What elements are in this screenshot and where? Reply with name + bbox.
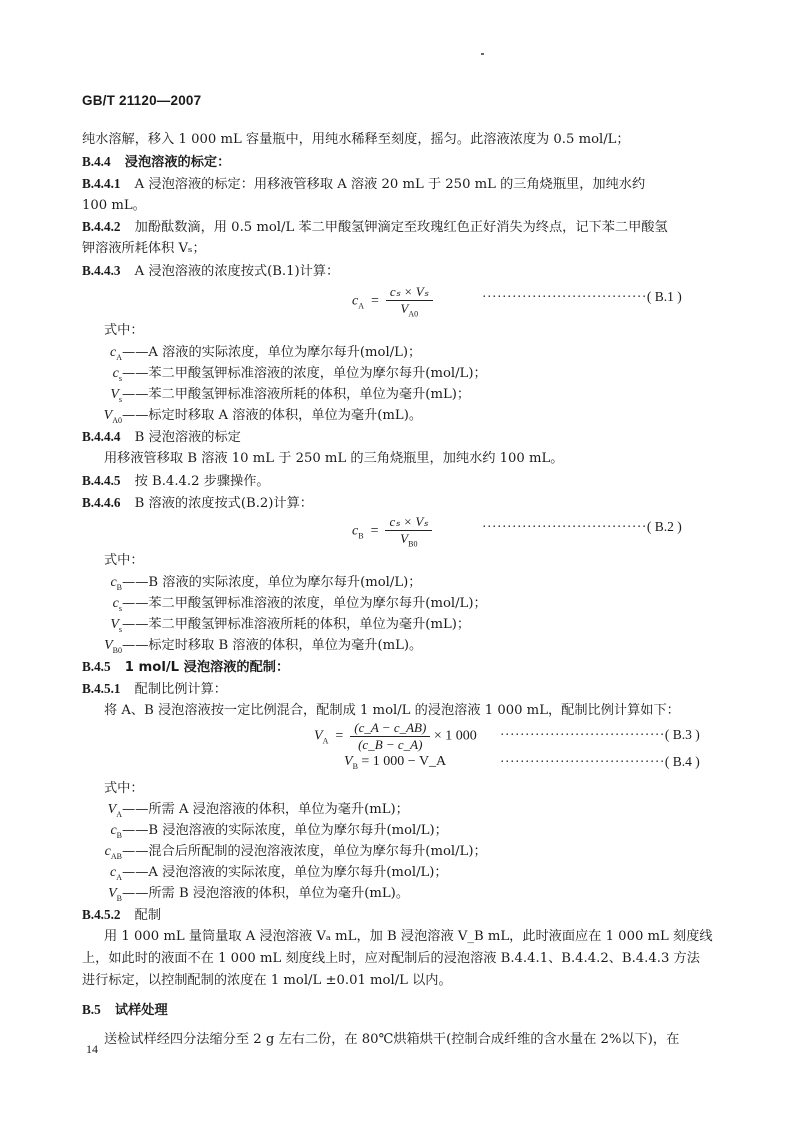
paragraph-line: 钾溶液所耗体积 Vₛ； — [82, 241, 206, 256]
section-heading-b444 — [82, 153, 230, 172]
symbol-subscript: A — [116, 809, 122, 819]
symbol-subscript: s — [118, 373, 122, 383]
equation-number: ( B.4 ) — [664, 754, 700, 769]
formula-lhs: c — [352, 523, 359, 539]
clause-b4451 — [82, 680, 227, 699]
symbol-letter: c — [110, 865, 117, 880]
definition-text: ——苯二甲酸氢钾标准溶液所耗的体积，单位为毫升(mL)； — [122, 387, 471, 402]
where-label: 式中： — [104, 323, 144, 338]
leader-dots: ································· — [482, 519, 647, 534]
where-label: 式中： — [104, 781, 144, 796]
paragraph-line: 纯水溶解，移入 1 000 mL 容量瓶中，用纯水稀释至刻度，摇匀。此溶液浓度为 0.5 mol/L； — [82, 132, 630, 147]
subscript: B0 — [408, 539, 418, 549]
paragraph-line: 上，如此时的液面不在 1 000 mL 刻度线上时，应对配制后的浸泡溶液 B.4.4.1、B.4.4.2、B.4.4.3 方法 — [82, 951, 700, 966]
clause-text: 按 B.4.4.2 步骤操作。 — [134, 474, 270, 489]
section-title: 1 mol/L 浸泡溶液的配制： — [124, 660, 290, 675]
formula-b4 — [344, 754, 446, 771]
definition-row — [82, 574, 421, 597]
definition-symbol — [82, 801, 122, 824]
subscript: A — [322, 736, 329, 746]
symbol-subscript: B0 — [112, 645, 122, 655]
definition-row — [82, 386, 470, 409]
definition-row — [82, 616, 470, 639]
clause-text: A 浸泡溶液的标定：用移液管移取 A 溶液 20 mL 于 250 mL 的三角烧瓶里，加纯水约 — [134, 177, 646, 192]
definition-row — [82, 801, 409, 824]
where-label: 式中： — [104, 553, 144, 568]
equation-reference — [500, 727, 700, 743]
symbol-subscript: s — [118, 624, 122, 634]
den-symbol: V — [400, 531, 409, 546]
definition-text: ——A 溶液的实际浓度，单位为摩尔每升(mol/L)； — [122, 345, 422, 360]
definition-text: ——所需 B 浸泡溶液的体积，单位为毫升(mL)。 — [122, 886, 410, 901]
formula-lhs: V — [344, 754, 353, 769]
definition-symbol — [82, 386, 122, 409]
equation-number: ( B.3 ) — [664, 727, 700, 742]
symbol-letter: c — [110, 823, 117, 838]
clause-b4452 — [82, 906, 161, 925]
equation-number: ( B.2 ) — [646, 519, 682, 534]
definition-symbol — [82, 344, 122, 367]
multiplier: × 1 000 — [433, 728, 477, 744]
clause-number: B.4.4.1 — [82, 176, 121, 191]
equation-reference — [482, 289, 682, 305]
definition-symbol — [82, 365, 122, 388]
symbol-letter: c — [112, 366, 119, 381]
numerator: (c_A − c_AB) — [350, 720, 430, 737]
formula-b2: $c_B$ = $\frac{\text{cₛ × Vₛ}}{V_{B0}}$ — [352, 514, 432, 549]
leader-dots: ································· — [500, 727, 665, 742]
section-heading-b5 — [82, 1001, 168, 1020]
symbol-subscript: AB — [110, 851, 122, 861]
clause-text: 配制 — [134, 908, 162, 923]
formula-b1: $c_A$ = $\frac{\text{cₛ × Vₛ}}{V_{A0}}$ — [352, 284, 433, 319]
symbol-letter: c — [104, 844, 111, 859]
clause-b4443 — [82, 262, 339, 281]
section-title: 试样处理 — [114, 1003, 168, 1018]
definition-symbol — [82, 822, 122, 845]
section-number: B.4.5 — [82, 659, 111, 674]
clause-number: B.4.4.5 — [82, 473, 121, 488]
definition-text: ——B 溶液的实际浓度，单位为摩尔每升(mol/L)； — [122, 575, 422, 590]
definition-symbol — [82, 637, 122, 660]
leader-dots: ································· — [500, 754, 665, 769]
clause-number: B.4.4.2 — [82, 219, 121, 234]
fraction — [350, 720, 430, 753]
clause-b4446 — [82, 494, 313, 513]
symbol-letter: c — [110, 345, 117, 360]
definition-row — [82, 822, 448, 845]
subscript: B — [358, 531, 364, 541]
definition-text: ——标定时移取 B 溶液的体积，单位为毫升(mL)。 — [122, 638, 423, 653]
definition-symbol — [82, 864, 122, 887]
definition-text: ——标定时移取 A 溶液的体积，单位为毫升(mL)。 — [122, 408, 423, 423]
symbol-letter: c — [110, 575, 117, 590]
definition-row — [82, 595, 487, 618]
definition-row — [82, 864, 448, 887]
section-number: B.4.4 — [82, 154, 111, 169]
clause-b4445 — [82, 472, 270, 491]
definition-symbol — [82, 843, 122, 866]
formula-rhs: = 1 000 − V_A — [361, 754, 447, 769]
equation-reference — [500, 754, 700, 770]
equation-reference — [482, 519, 682, 535]
paragraph-line: 100 mL。 — [82, 198, 146, 213]
clause-text: 配制比例计算： — [134, 682, 227, 697]
symbol-letter: V — [108, 886, 117, 901]
symbol-subscript: A — [116, 352, 122, 362]
definition-row — [82, 843, 487, 866]
symbol-subscript: A — [116, 872, 122, 882]
definition-text: ——A 浸泡溶液的实际浓度，单位为摩尔每升(mol/L)； — [122, 865, 448, 880]
fraction — [386, 284, 433, 319]
clause-b4444 — [82, 428, 241, 447]
definition-text: ——混合后所配制的浸泡溶液浓度，单位为摩尔每升(mol/L)； — [122, 844, 487, 859]
clause-text: 加酚酞数滴，用 0.5 mol/L 苯二甲酸氢钾滴定至玫瑰红色正好消失为终点，记下苯二甲酸氢 — [134, 220, 668, 235]
symbol-letter: V — [103, 408, 113, 423]
den-symbol: V — [400, 301, 409, 316]
numerator: cₛ × Vₛ — [385, 514, 432, 531]
symbol-subscript: s — [118, 603, 122, 613]
paragraph-line: 将 A、B 浸泡溶液按一定比例混合，配制成 1 mol/L 的浸泡溶液 1 000 mL，配制比例计算如下： — [104, 703, 680, 718]
symbol-letter: V — [110, 617, 119, 632]
page-number: 14 — [86, 1042, 98, 1056]
definition-row — [82, 365, 487, 388]
section-heading-b445 — [82, 658, 289, 677]
definition-row — [82, 407, 422, 430]
denominator — [385, 531, 432, 549]
definition-text: ——苯二甲酸氢钾标准溶液的浓度，单位为摩尔每升(mol/L)； — [122, 366, 487, 381]
symbol-subscript: B — [116, 893, 122, 903]
definition-row — [82, 885, 409, 908]
symbol-letter: V — [110, 387, 119, 402]
definition-symbol — [82, 595, 122, 618]
definition-text: ——所需 A 浸泡溶液的体积，单位为毫升(mL)； — [122, 802, 409, 817]
scan-speck — [481, 53, 484, 55]
leader-dots: ································· — [482, 289, 647, 304]
paragraph-line: 用 1 000 mL 量筒量取 A 浸泡溶液 Vₐ mL，加 B 浸泡溶液 V_B mL，此时液面应在 1 000 mL 刻度线 — [104, 929, 713, 944]
symbol-subscript: A0 — [112, 415, 122, 425]
symbol-subscript: B — [116, 582, 122, 592]
symbol-subscript: s — [118, 394, 122, 404]
denominator: (c_B − c_A) — [358, 737, 423, 752]
definition-row — [82, 344, 421, 367]
definition-text: ——苯二甲酸氢钾标准溶液的浓度，单位为摩尔每升(mol/L)； — [122, 596, 487, 611]
subscript: A — [358, 301, 364, 311]
definition-symbol — [82, 885, 122, 908]
clause-number: B.4.4.3 — [82, 263, 121, 278]
paragraph-line: 送检试样经四分法缩分至 2 g 左右二份，在 80℃烘箱烘干(控制合成纤维的含水量在 2%以下)，在 — [104, 1032, 680, 1047]
definition-row — [82, 637, 422, 660]
formula-lhs: V — [314, 728, 323, 744]
definition-symbol — [82, 407, 122, 430]
standard-header: GB/T 21120—2007 — [82, 93, 202, 108]
definition-text: ——B 浸泡溶液的实际浓度，单位为摩尔每升(mol/L)； — [122, 823, 448, 838]
clause-number: B.4.4.4 — [82, 429, 121, 444]
clause-number: B.4.5.1 — [82, 681, 121, 696]
symbol-letter: c — [112, 596, 119, 611]
paragraph-line: 用移液管移取 B 溶液 10 mL 于 250 mL 的三角烧瓶里，加纯水约 100 mL。 — [104, 451, 564, 466]
subscript: A0 — [408, 309, 419, 319]
clause-number: B.4.4.6 — [82, 495, 121, 510]
numerator: cₛ × Vₛ — [386, 284, 433, 301]
paragraph-line: 进行标定，以控制配制的浓度在 1 mol/L ±0.01 mol/L 以内。 — [82, 973, 452, 988]
fraction — [385, 514, 432, 549]
formula-b3: $V_A$ = $\frac{(c\_A - c\_AB)}{(c\_B - c\_A)}$ × 1 000 — [314, 720, 477, 752]
definition-text: ——苯二甲酸氢钾标准溶液所耗的体积，单位为毫升(mL)； — [122, 617, 471, 632]
symbol-letter: V — [107, 802, 117, 817]
clause-text: B 溶液的浓度按式(B.2)计算： — [134, 496, 313, 511]
symbol-letter: V — [104, 638, 113, 653]
clause-b4441 — [82, 175, 645, 194]
section-title: 浸泡溶液的标定： — [124, 155, 231, 170]
clause-number: B.4.5.2 — [82, 907, 121, 922]
equation-number: ( B.1 ) — [646, 289, 682, 304]
formula-lhs: c — [352, 293, 359, 309]
definition-symbol — [82, 574, 122, 597]
definition-symbol — [82, 616, 122, 639]
denominator — [386, 301, 433, 319]
section-number: B.5 — [82, 1002, 101, 1017]
subscript: B — [352, 761, 358, 771]
clause-b4442 — [82, 218, 668, 237]
clause-text: A 浸泡溶液的浓度按式(B.1)计算： — [134, 264, 340, 279]
symbol-subscript: B — [116, 830, 122, 840]
clause-text: B 浸泡溶液的标定 — [134, 430, 241, 445]
